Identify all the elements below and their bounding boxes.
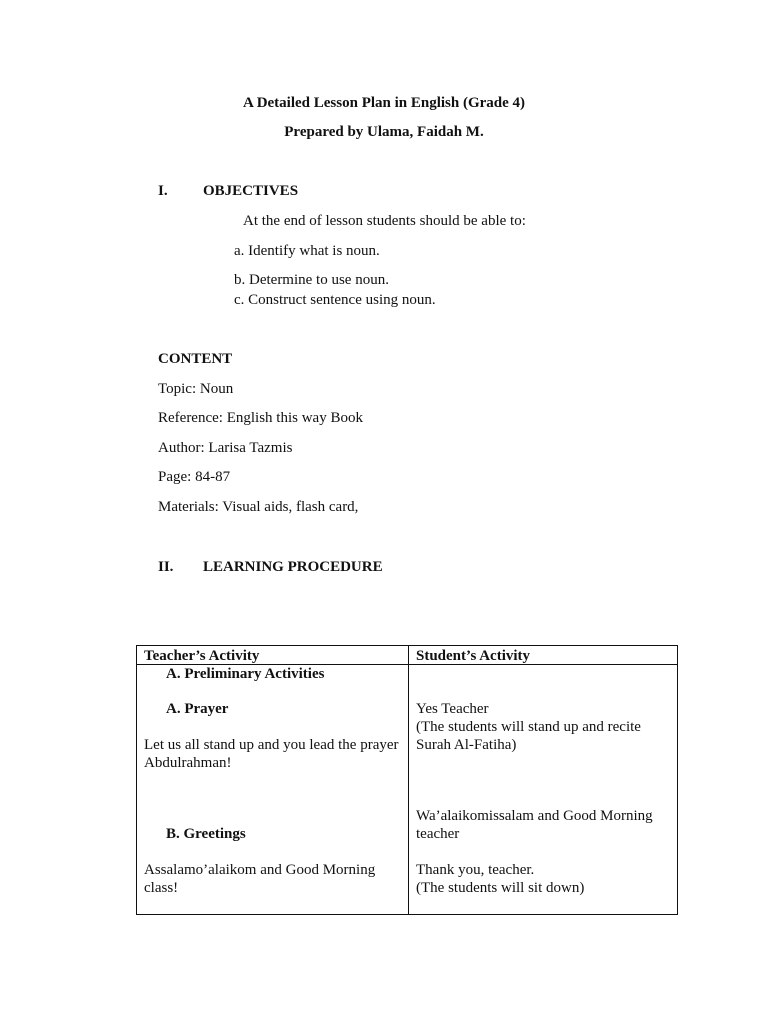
- objectives-numeral: I.: [158, 183, 168, 199]
- objective-item-c: c. Construct sentence using noun.: [234, 292, 436, 308]
- teacher-preliminary-heading: A. Preliminary Activities: [166, 666, 325, 682]
- content-reference: Reference: English this way Book: [158, 410, 363, 426]
- teacher-prayer-heading: A. Prayer: [166, 701, 229, 717]
- teacher-greetings-heading: B. Greetings: [166, 826, 246, 842]
- header-student-activity: Student’s Activity: [416, 648, 531, 664]
- student-reply-3: Surah Al-Fatiha): [416, 737, 517, 753]
- student-thanks-1: Thank you, teacher.: [416, 862, 535, 878]
- teacher-greetings-line-2: class!: [144, 880, 179, 896]
- teacher-prayer-line-1: Let us all stand up and you lead the prayer: [144, 737, 399, 753]
- header-teacher-activity: Teacher’s Activity: [144, 648, 260, 664]
- content-heading: CONTENT: [158, 351, 233, 367]
- student-reply-1: Yes Teacher: [416, 701, 489, 717]
- content-page: Page: 84-87: [158, 469, 231, 485]
- procedure-heading: LEARNING PROCEDURE: [203, 559, 383, 575]
- objective-item-b: b. Determine to use noun.: [234, 272, 389, 288]
- table-column-divider: [408, 646, 409, 914]
- student-thanks-2: (The students will sit down): [416, 880, 585, 896]
- document-title: A Detailed Lesson Plan in English (Grade 4): [242, 95, 526, 111]
- student-greet-2: teacher: [416, 826, 460, 842]
- objectives-intro: At the end of lesson students should be able to:: [243, 213, 526, 229]
- prepared-by: Prepared by Ulama, Faidah M.: [284, 124, 484, 140]
- student-greet-1: Wa’alaikomissalam and Good Morning: [416, 808, 653, 824]
- content-materials: Materials: Visual aids, flash card,: [158, 499, 359, 515]
- content-topic: Topic: Noun: [158, 381, 234, 397]
- teacher-greetings-line-1: Assalamo’alaikom and Good Morning: [144, 862, 376, 878]
- procedure-numeral: II.: [158, 559, 174, 575]
- teacher-prayer-line-2: Abdulrahman!: [144, 755, 232, 771]
- objectives-heading: OBJECTIVES: [203, 183, 299, 199]
- content-author: Author: Larisa Tazmis: [158, 440, 293, 456]
- objective-item-a: a. Identify what is noun.: [234, 243, 380, 259]
- activity-table: [136, 645, 678, 915]
- student-reply-2: (The students will stand up and recite: [416, 719, 641, 735]
